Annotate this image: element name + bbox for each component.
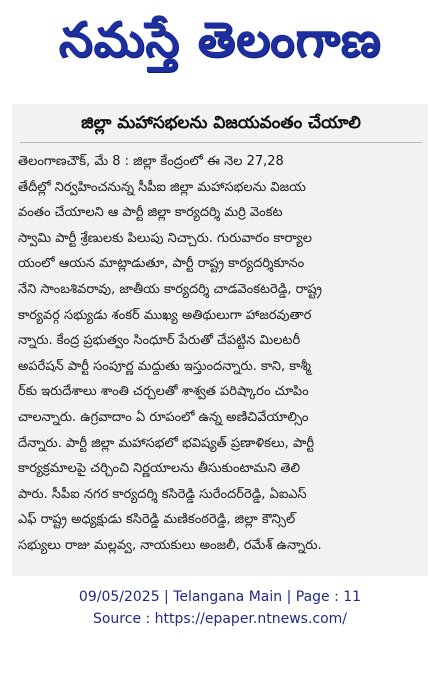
article-line: పారు. సీపీఐ నగర కార్యదర్శి కసిరెడ్డి సురేందర్‌రెడ్డి, ఏఐఎస్ — [18, 486, 307, 502]
article-line: న్నారు. కేంద్ర ప్రభుత్వం సింధూర్ పేరుతో చేపట్టిన మిలటరీ — [18, 333, 301, 349]
article-line: నేని సాంబశివరావు, జాతీయ కార్యదర్శి చాడవెంకటరెడ్డి, రాష్ట్ర — [18, 281, 322, 297]
article-line: సభ్యులు రాజు మల్లవ్వ, నాయకులు అంజలీ, రమేశ్ ఉన్నారు. — [18, 537, 322, 553]
article-line: యంలో ఆయన మాట్లాడుతూ, పార్టీ రాష్ట్ర కార్యదర్శికూనం — [18, 256, 305, 272]
article-line: చాలన్నారు. ఉగ్రవాదాం ఏ రూపంలో ఉన్న అణిచివేయాల్సిం — [18, 409, 309, 425]
article-line: వంతం చేయాలని ఆ పార్టీ జిల్లా కార్యదర్శి మర్రి వెంకట — [18, 205, 283, 221]
headline-divider — [20, 142, 422, 143]
article-line: ఎఫ్ రాష్ట్ర అధ్యక్షుడు కసిరెడ్డి మణికంఠరెడ్డి, జిల్లా కౌన్సిల్ — [18, 512, 296, 528]
article-line: తెలంగాణచౌక్, మే 8 : జిల్లా కేంద్రంలో ఈ నెల 27,28 — [18, 154, 284, 169]
article-body — [18, 149, 424, 559]
edition-info: 09/05/2025 | Telangana Main | Page : 11 — [78, 589, 362, 605]
article-line: స్వామి పార్టీ శ్రేణులకు పిలుపు నిచ్చారు. గురువారం కార్యాల — [18, 230, 313, 246]
article-line: ర్‌కు ఇరుదేశాలు శాంతి చర్చలతో శాశ్వత పరిష్కారం చూపిం — [18, 384, 309, 400]
source-link[interactable]: Source : https://epaper.ntnews.com/ — [92, 611, 348, 627]
article-line: తేదీల్లో నిర్వహించనున్న సీపీఐ జిల్లా మహాసభలను విజయ — [18, 179, 306, 195]
article-line: అపరేషన్ పార్టీ సంపూర్ణ మద్దుతు ఇస్తుందన్నారు. కాని, కాశ్మీ — [18, 358, 312, 374]
masthead-title: నమస్తే తెలంగాణ — [58, 12, 382, 68]
article-clipping — [12, 104, 428, 576]
newspaper-masthead — [0, 0, 440, 92]
article-line: కార్యవర్గ సభ్యుడు శంకర్ ముఖ్య అతిథులుగా హాజరవుతార — [18, 307, 312, 323]
article-line: కార్యక్రమాలపై చర్చించి నిర్ణయాలను తీసుకుంటామని తెలి — [18, 461, 301, 477]
article-headline: జిల్లా మహాసభలను విజయవంతం చేయాలి — [81, 113, 361, 133]
article-line: దేన్నారు. పార్టీ జిల్లా మహాసభలో భవిష్యత్ ప్రణాళికలు, పార్టీ — [18, 435, 315, 451]
